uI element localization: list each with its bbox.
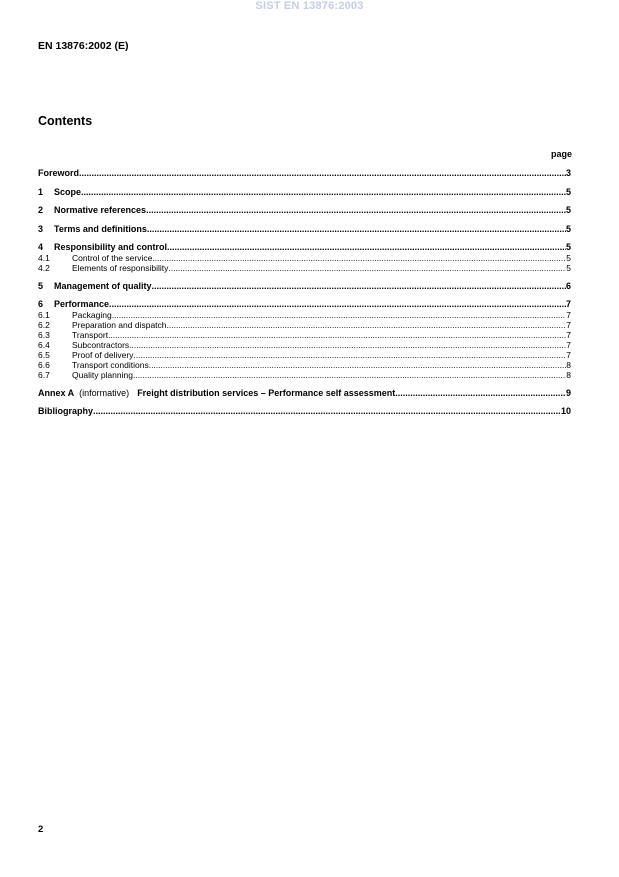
toc-entry-page: 3 bbox=[565, 168, 571, 178]
toc-entry-page: 7 bbox=[566, 320, 571, 330]
toc-entry-title: Management of quality bbox=[54, 280, 152, 291]
page-title: Contents bbox=[38, 114, 93, 128]
toc-entry-terms-and-definitions[interactable] bbox=[38, 223, 571, 235]
toc-entry-number: 1 bbox=[38, 186, 44, 197]
toc-entry-title: Elements of responsibility bbox=[72, 263, 169, 273]
toc-entry-number: 6.1 bbox=[38, 310, 50, 320]
toc-entry-page: 7 bbox=[566, 350, 571, 360]
toc-leader-dots bbox=[93, 405, 561, 417]
toc-leader-dots bbox=[395, 387, 566, 399]
toc-leader-dots bbox=[152, 253, 566, 263]
toc-entry-number: 6.6 bbox=[38, 360, 50, 370]
toc-leader-dots bbox=[79, 167, 566, 179]
toc-entry-number: 6.2 bbox=[38, 320, 50, 330]
toc-entry-page: 6 bbox=[565, 280, 571, 291]
toc-entry-title: Quality planning bbox=[72, 370, 133, 380]
toc-entry-number: 2 bbox=[38, 205, 44, 215]
toc-entry-transport-conditions[interactable] bbox=[38, 360, 571, 370]
toc-entry-number: 6.4 bbox=[38, 340, 50, 350]
table-of-contents bbox=[38, 167, 571, 417]
toc-entry-page: 5 bbox=[565, 223, 571, 234]
toc-leader-dots bbox=[112, 310, 567, 320]
toc-leader-dots bbox=[133, 350, 566, 360]
toc-entry-elements-of-responsibility[interactable] bbox=[38, 263, 571, 273]
toc-entry-number: 6.7 bbox=[38, 370, 50, 380]
toc-entry-title: Freight distribution services – Performance self assessment bbox=[137, 387, 396, 398]
toc-entry-foreword[interactable] bbox=[38, 167, 571, 179]
toc-entry-title: Packaging bbox=[72, 310, 112, 320]
toc-entry-number: 4 bbox=[38, 242, 44, 252]
toc-entry-performance[interactable] bbox=[38, 298, 571, 310]
toc-leader-dots bbox=[152, 280, 566, 292]
toc-entry-title: Control of the service bbox=[72, 253, 153, 263]
toc-entry-annex-type: (informative) bbox=[79, 387, 130, 398]
toc-leader-dots bbox=[81, 186, 566, 198]
toc-leader-dots bbox=[108, 330, 566, 340]
toc-entry-title: Transport conditions bbox=[72, 360, 149, 370]
toc-leader-dots bbox=[168, 263, 566, 273]
toc-entry-title: Scope bbox=[54, 186, 82, 197]
toc-entry-responsibility-and-control[interactable] bbox=[38, 241, 571, 253]
toc-entry-page: 5 bbox=[566, 253, 571, 263]
toc-entry-packaging[interactable] bbox=[38, 310, 571, 320]
toc-leader-dots bbox=[167, 241, 566, 253]
toc-entry-page: 5 bbox=[565, 242, 571, 252]
page-number: 2 bbox=[38, 824, 44, 835]
toc-leader-dots bbox=[133, 370, 566, 380]
toc-entry-quality-planning[interactable] bbox=[38, 370, 571, 380]
toc-entry-page: 8 bbox=[566, 370, 571, 380]
toc-entry-transport[interactable] bbox=[38, 330, 571, 340]
document-id: EN 13876:2002 (E) bbox=[38, 40, 129, 52]
toc-entry-scope[interactable] bbox=[38, 186, 571, 198]
toc-entry-page: 10 bbox=[560, 406, 571, 416]
watermark: SIST EN 13876:2003 bbox=[255, 0, 364, 12]
toc-entry-title: Performance bbox=[54, 299, 110, 309]
toc-entry-normative-references[interactable] bbox=[38, 204, 571, 216]
toc-entry-number: 6 bbox=[38, 299, 44, 309]
toc-entry-management-of-quality[interactable] bbox=[38, 280, 571, 292]
toc-leader-dots bbox=[167, 320, 567, 330]
toc-entry-number: 6.5 bbox=[38, 350, 50, 360]
toc-leader-dots bbox=[149, 360, 567, 370]
toc-entry-title: Bibliography bbox=[38, 406, 94, 416]
toc-leader-dots bbox=[109, 298, 566, 310]
toc-entry-page: 7 bbox=[566, 310, 571, 320]
toc-entry-title: Proof of delivery bbox=[72, 350, 134, 360]
toc-entry-title: Foreword bbox=[38, 168, 80, 178]
toc-entry-page: 5 bbox=[565, 186, 571, 197]
toc-entry-page: 8 bbox=[566, 360, 571, 370]
toc-entry-preparation-and-dispatch[interactable] bbox=[38, 320, 571, 330]
toc-entry-title: Responsibility and control bbox=[54, 242, 168, 252]
toc-entry-page: 7 bbox=[565, 299, 571, 309]
toc-entry-page: 7 bbox=[566, 330, 571, 340]
toc-entry-page: 7 bbox=[566, 340, 571, 350]
toc-entry-number: 3 bbox=[38, 223, 44, 234]
toc-entry-number: 6.3 bbox=[38, 330, 50, 340]
toc-leader-dots bbox=[146, 204, 566, 216]
toc-entry-number: 5 bbox=[38, 280, 44, 291]
page-column-label: page bbox=[550, 149, 572, 159]
toc-entry-annex-label: Annex A bbox=[38, 387, 75, 398]
toc-entry-number: 4.2 bbox=[38, 263, 50, 273]
toc-entry-page: 9 bbox=[565, 387, 571, 398]
toc-entry-title: Preparation and dispatch bbox=[72, 320, 167, 330]
toc-entry-subcontractors[interactable] bbox=[38, 340, 571, 350]
toc-entry-annex-a[interactable] bbox=[38, 387, 571, 399]
toc-leader-dots bbox=[129, 340, 566, 350]
toc-entry-control-of-the-service[interactable] bbox=[38, 253, 571, 263]
toc-entry-title: Normative references bbox=[54, 205, 147, 215]
toc-entry-page: 5 bbox=[565, 205, 571, 215]
toc-entry-number: 4.1 bbox=[38, 253, 50, 263]
toc-entry-title: Subcontractors bbox=[72, 340, 130, 350]
toc-entry-bibliography[interactable] bbox=[38, 405, 571, 417]
toc-leader-dots bbox=[147, 223, 566, 235]
toc-entry-page: 5 bbox=[566, 263, 571, 273]
toc-entry-title: Transport bbox=[72, 330, 109, 340]
toc-entry-proof-of-delivery[interactable] bbox=[38, 350, 571, 360]
toc-entry-title: Terms and definitions bbox=[54, 223, 147, 234]
